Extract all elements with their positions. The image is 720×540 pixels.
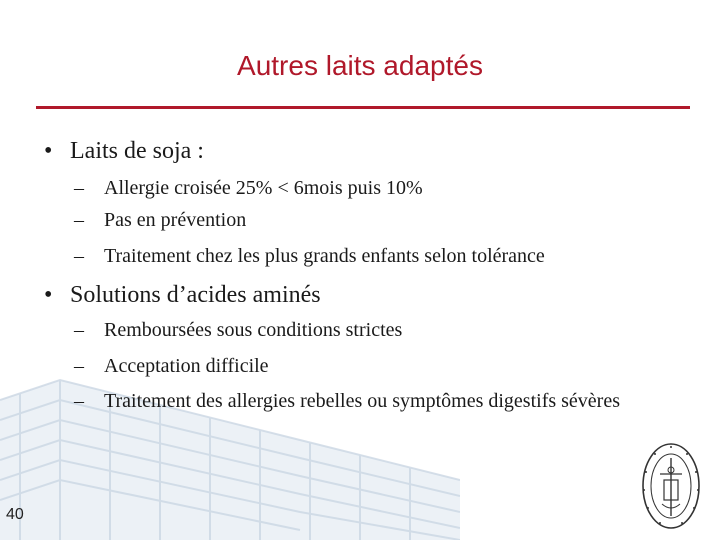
bullet-marker: • bbox=[44, 138, 53, 164]
subitem-marker: – bbox=[74, 209, 84, 231]
bullet-amino-acid-solutions bbox=[44, 282, 321, 309]
subitem-marker: – bbox=[74, 390, 84, 412]
subitem-text: Traitement des allergies rebelles ou symptômes digestifs sévères bbox=[104, 390, 621, 412]
subitem-text: Traitement chez les plus grands enfants selon tolérance bbox=[104, 245, 545, 267]
page-title: Autres laits adaptés bbox=[237, 50, 483, 81]
bullet-text: Laits de soja : bbox=[70, 138, 204, 164]
subitem-marker: – bbox=[74, 245, 84, 267]
subitem-marker: – bbox=[74, 319, 84, 341]
subitem-text: Remboursées sous conditions strictes bbox=[104, 319, 403, 341]
subitem-text: Pas en prévention bbox=[104, 209, 247, 231]
page-number: 40 bbox=[6, 506, 24, 523]
bullet-text: Solutions d’acides aminés bbox=[70, 282, 321, 308]
subitem-text: Acceptation difficile bbox=[104, 355, 269, 377]
bullet-marker: • bbox=[44, 282, 53, 308]
university-seal-icon bbox=[640, 440, 702, 532]
subitem-marker: – bbox=[74, 355, 84, 377]
subitem-text: Allergie croisée 25% < 6mois puis 10% bbox=[104, 177, 423, 199]
subitem-marker: – bbox=[74, 177, 84, 199]
bullet-soy-milks bbox=[44, 138, 204, 165]
